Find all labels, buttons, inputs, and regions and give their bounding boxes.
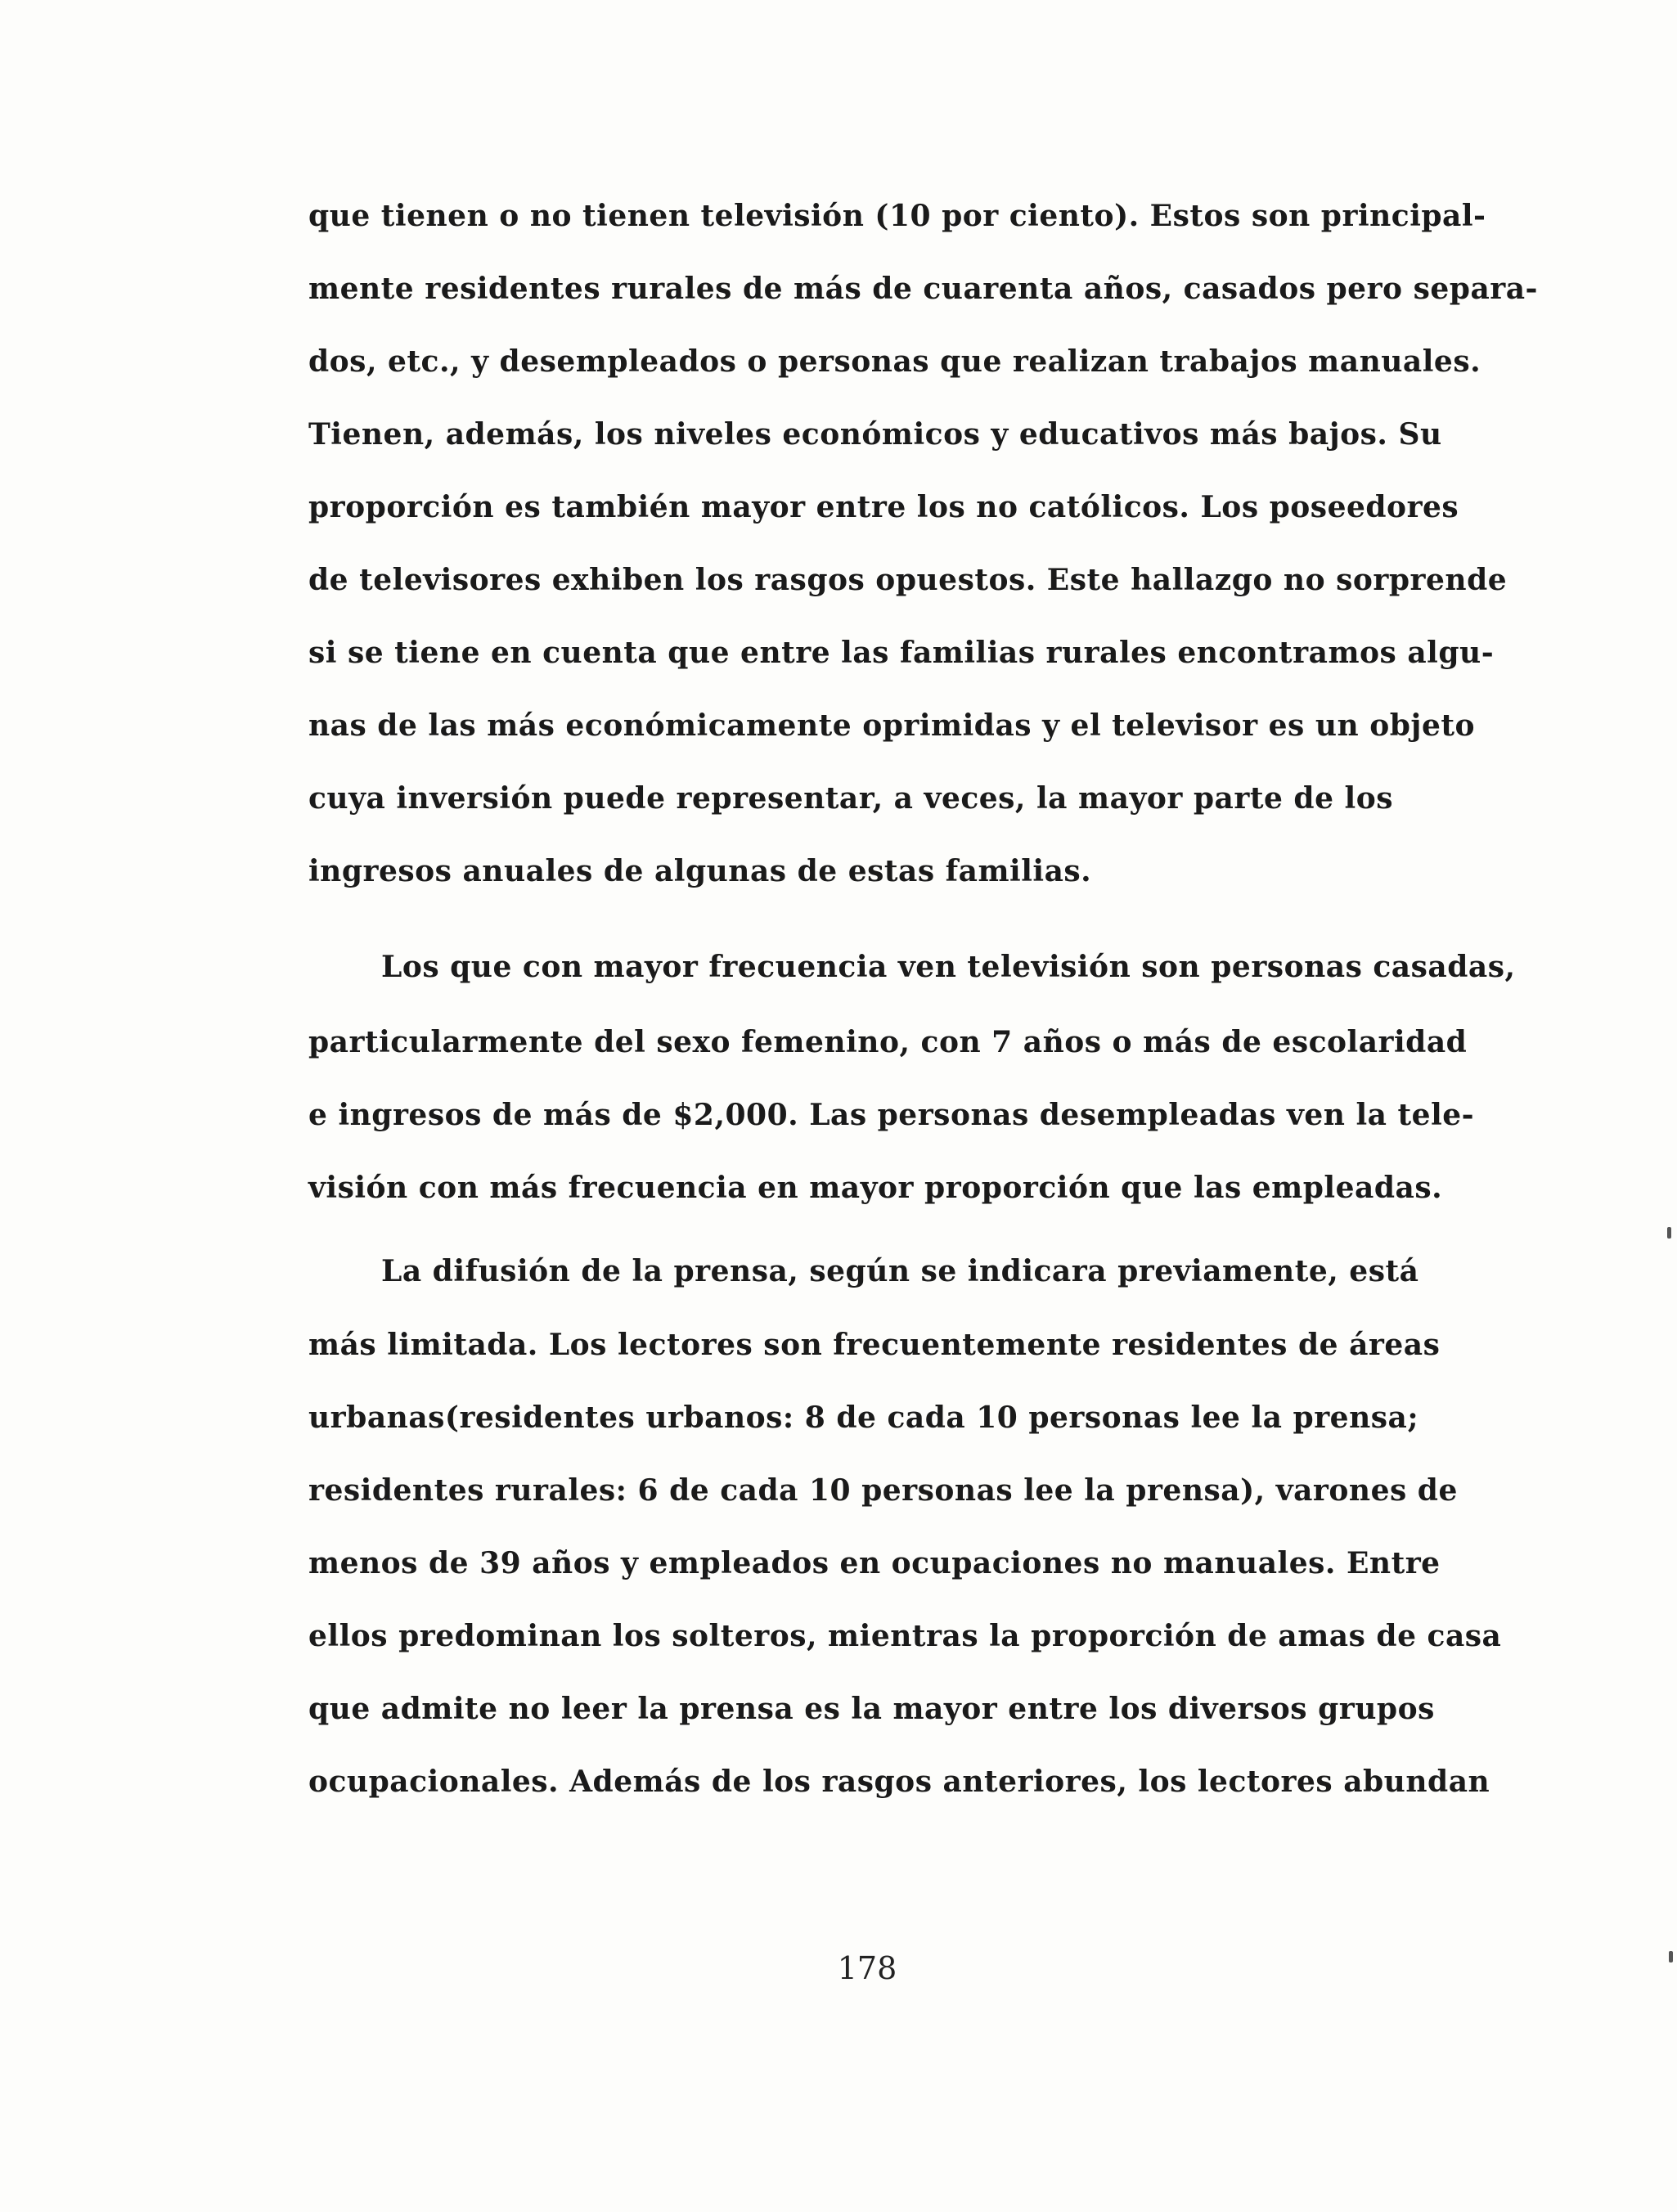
- page-number: 178: [837, 1950, 897, 1986]
- text-line-11: Los que con mayor frecuencia ven televisión son personas casadas,: [381, 950, 1516, 984]
- text-line-16: más limitada. Los lectores son frecuentemente residentes de áreas: [308, 1328, 1441, 1362]
- text-line-12: particularmente del sexo femenino, con 7 años o más de escolaridad: [308, 1025, 1468, 1059]
- text-line-10: ingresos anuales de algunas de estas familias.: [308, 854, 1092, 888]
- text-line-8: nas de las más económicamente oprimidas y el televisor es un objeto: [308, 708, 1475, 743]
- text-line-13: e ingresos de más de $2,000. Las personas desempleadas ven la tele-: [308, 1098, 1475, 1132]
- text-line-19: menos de 39 años y empleados en ocupaciones no manuales. Entre: [308, 1546, 1441, 1580]
- text-line-3: dos, etc., y desempleados o personas que realizan trabajos manuales.: [308, 344, 1481, 379]
- text-line-14: visión con más frecuencia en mayor proporción que las empleadas.: [308, 1171, 1443, 1205]
- text-line-15: La difusión de la prensa, según se indicara previamente, está: [381, 1254, 1419, 1288]
- text-line-7: si se tiene en cuenta que entre las familias rurales encontramos algu-: [308, 636, 1495, 670]
- text-line-5: proporción es también mayor entre los no católicos. Los poseedores: [308, 490, 1459, 524]
- text-line-4: Tienen, además, los niveles económicos y educativos más bajos. Su: [308, 417, 1442, 452]
- text-line-2: mente residentes rurales de más de cuarenta años, casados pero separa-: [308, 272, 1539, 306]
- scan-speck: [1667, 1227, 1671, 1239]
- scan-speck: [1669, 1951, 1673, 1962]
- text-line-18: residentes rurales: 6 de cada 10 personas lee la prensa), varones de: [308, 1473, 1458, 1508]
- text-line-6: de televisores exhiben los rasgos opuestos. Este hallazgo no sorprende: [308, 563, 1508, 597]
- text-line-1: que tienen o no tienen televisión (10 por ciento). Estos son principal-: [308, 199, 1486, 233]
- text-line-22: ocupacionales. Además de los rasgos anteriores, los lectores abundan: [308, 1765, 1490, 1799]
- text-line-9: cuya inversión puede representar, a veces, la mayor parte de los: [308, 781, 1393, 816]
- text-line-17: urbanas(residentes urbanos: 8 de cada 10 personas lee la prensa;: [308, 1400, 1419, 1435]
- text-line-20: ellos predominan los solteros, mientras la proporción de amas de casa: [308, 1619, 1502, 1653]
- text-line-21: que admite no leer la prensa es la mayor entre los diversos grupos: [308, 1692, 1435, 1726]
